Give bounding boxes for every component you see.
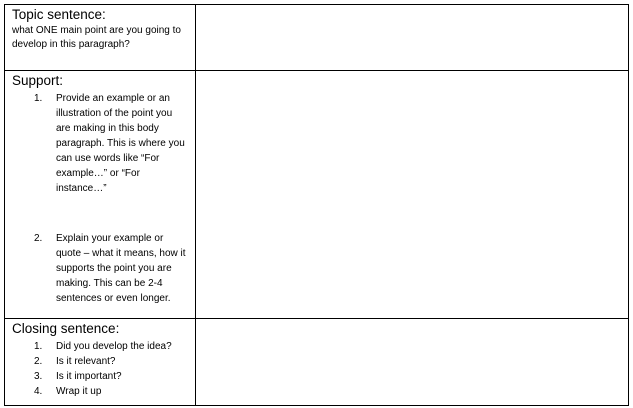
- list-number: 3.: [34, 371, 43, 382]
- list-item: [12, 354, 189, 369]
- topic-sentence-heading: Topic sentence:: [12, 7, 106, 22]
- topic-sentence-row: [5, 5, 629, 71]
- list-number: 4.: [34, 386, 43, 397]
- closing-sentence-row: [5, 319, 629, 406]
- list-item: [12, 231, 189, 306]
- list-number: 1.: [34, 93, 43, 104]
- list-text: Did you develop the idea?: [56, 341, 172, 352]
- support-list: [12, 91, 189, 306]
- closing-sentence-answer-cell[interactable]: [196, 319, 629, 406]
- list-text: Is it relevant?: [56, 356, 116, 367]
- support-label-cell: [5, 71, 196, 319]
- list-number: 2.: [34, 233, 43, 244]
- list-number: 1.: [34, 341, 43, 352]
- topic-sentence-answer-cell[interactable]: [196, 5, 629, 71]
- list-text: Is it important?: [56, 371, 122, 382]
- support-heading: Support:: [12, 73, 64, 88]
- list-item: [12, 91, 189, 196]
- list-text: Explain your example or quote – what it means, how it supports the point you are making. This can be 2-4 sentences or even longer.: [56, 233, 186, 304]
- topic-sentence-prompt: what ONE main point are you going to develop in this paragraph?: [12, 25, 181, 50]
- list-item: [12, 384, 189, 399]
- list-number: 2.: [34, 356, 43, 367]
- closing-sentence-label-cell: [5, 319, 196, 406]
- list-item: [12, 339, 189, 354]
- list-item: [12, 369, 189, 384]
- paragraph-planning-table: [4, 4, 629, 406]
- list-text: Provide an example or an illustration of the point you are making in this body paragraph. This is where you can use words like “For example…” or “For instance…”: [56, 93, 185, 194]
- topic-sentence-label-cell: [5, 5, 196, 71]
- support-row: [5, 71, 629, 319]
- closing-sentence-heading: Closing sentence:: [12, 321, 120, 336]
- support-answer-cell[interactable]: [196, 71, 629, 319]
- closing-list: [12, 339, 189, 399]
- list-text: Wrap it up: [56, 386, 102, 397]
